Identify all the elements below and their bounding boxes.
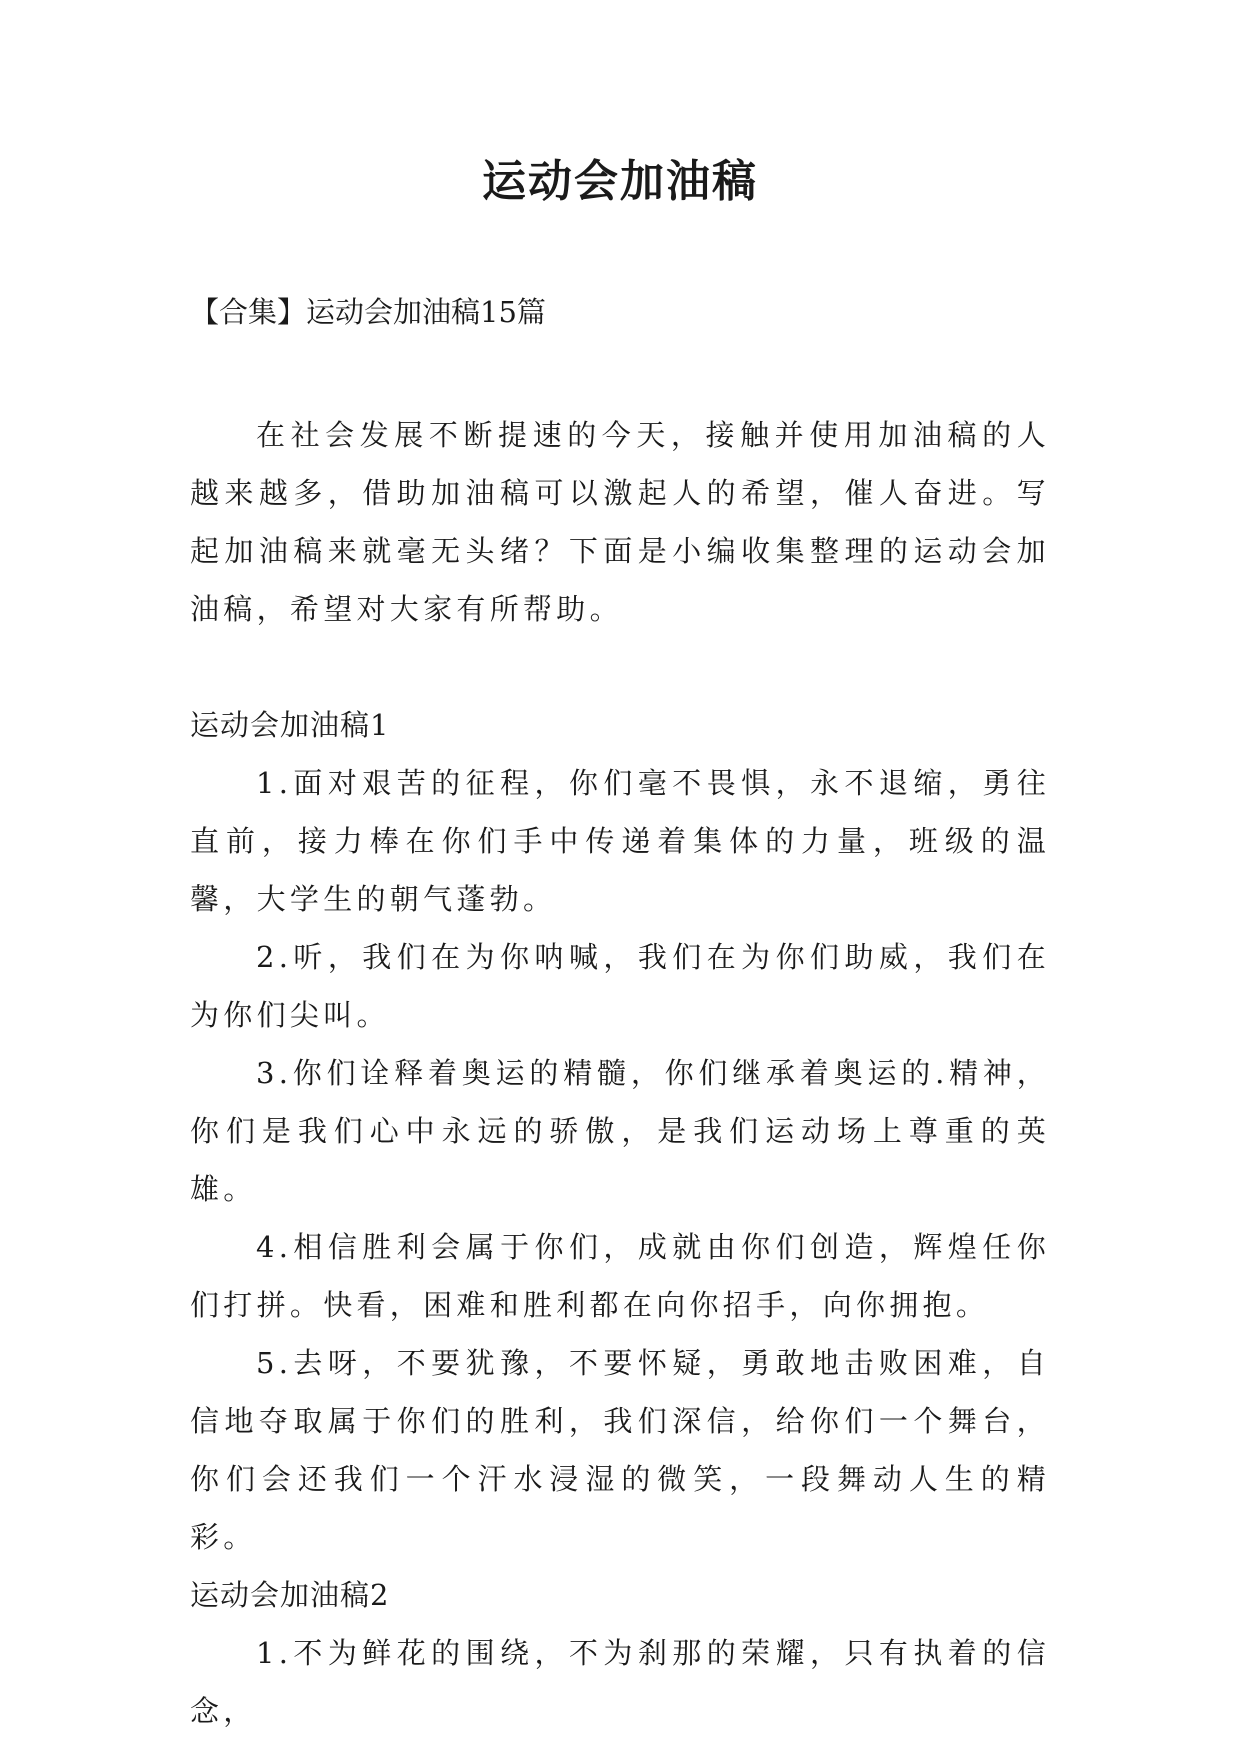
list-item: 5.去呀，不要犹豫，不要怀疑，勇敢地击败困难，自信地夺取属于你们的胜利，我们深信，给你们一个舞台，你们会还我们一个汗水浸湿的微笑，一段舞动人生的精彩。 (190, 1346, 1050, 1554)
list-item: 3.你们诠释着奥运的精髓，你们继承着奥运的.精神，你们是我们心中永远的骄傲，是我们运动场上尊重的英雄。 (190, 1056, 1050, 1206)
list-item: 1.不为鲜花的围绕，不为刹那的荣耀，只有执着的信念， (190, 1636, 1050, 1728)
section-1 (190, 696, 1050, 1566)
list-item: 2.听，我们在为你呐喊，我们在为你们助威，我们在为你们尖叫。 (190, 940, 1050, 1032)
intro-paragraph: 在社会发展不断提速的今天，接触并使用加油稿的人越来越多，借助加油稿可以激起人的希望，催人奋进。写起加油稿来就毫无头绪？下面是小编收集整理的运动会加油稿，希望对大家有所帮助。 (190, 418, 1050, 626)
document-body (190, 406, 1050, 1740)
list-item: 4.相信胜利会属于你们，成就由你们创造，辉煌任你们打拼。快看，困难和胜利都在向你招手，向你拥抱。 (190, 1230, 1050, 1322)
document-title: 运动会加油稿 (482, 156, 758, 207)
section-heading: 运动会加油稿2 (190, 1578, 390, 1612)
list-item: 1.面对艰苦的征程，你们毫不畏惧，永不退缩，勇往直前，接力棒在你们手中传递着集体的力量，班级的温馨，大学生的朝气蓬勃。 (190, 766, 1050, 916)
section-2 (190, 1566, 1050, 1740)
section-heading: 运动会加油稿1 (190, 708, 390, 742)
document-subtitle: 【合集】运动会加油稿15篇 (190, 295, 546, 329)
